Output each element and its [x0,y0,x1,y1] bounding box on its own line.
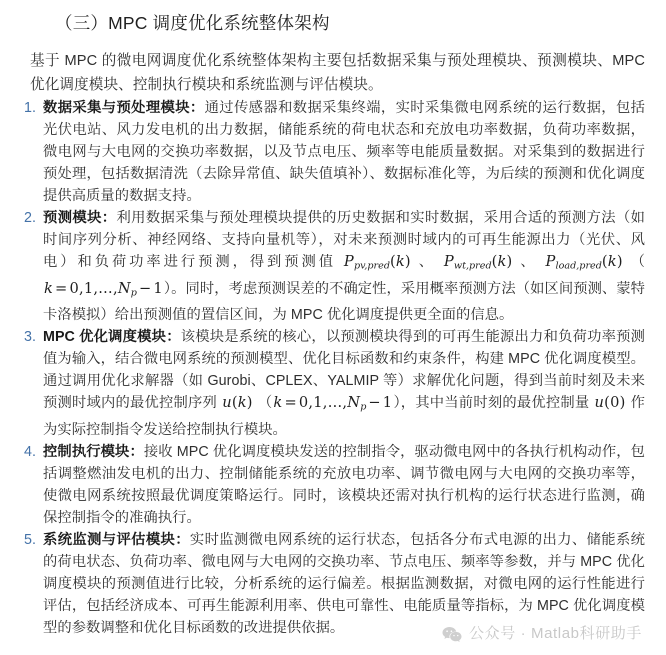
list-item-title: 数据采集与预处理模块： [43,100,205,116]
list-item [0,207,666,326]
list-item-body [43,326,645,441]
list-item-body [43,529,645,639]
list-item-text-a: 利用数据采集与预处理模块提供的历史数据和实时数据，采用合适的预测方法（如时间序列分析、神经网络、支持向量机等），对未来预测时域内的可再生能源出力（光伏、风电）和负荷功率进行预测，得到预测值 [43,210,646,270]
list-item-text-a: 该模块是系统的核心，以预测模块得到的可再生能源出力和负荷功率预测值为输入，结合微电网系统的预测模型、优化目标函数和约束条件，构建 MPC 优化调度模型。通过调用优化求解器（如 Gurobi、CPLEX、YALMIP 等）求解优化问题，得到当前时刻及未来预测时域内的最优控制序列 [43,329,645,412]
list-item [0,529,666,639]
list-item-body [43,441,645,529]
formula-load-pred: $P_{load,pred}(k)$ [545,253,623,272]
watermark-text: 公众号 · Matlab科研助手 [469,625,642,642]
list-item-title: 预测模块： [43,210,117,226]
list-item-body [43,97,645,207]
formula-control-current: u(0) [594,394,626,412]
list-item-text-b: （ [253,395,273,412]
list-item [0,326,666,441]
list-item-title: MPC 优化调度模块： [43,329,181,346]
intro-paragraph: 基于 MPC 的微电网调度优化系统整体架构主要包括数据采集与预处理模块、预测模块、MPC 优化调度模块、控制执行模块和系统监测与评估模块。 [30,53,645,93]
list-item-text-c: ），其中当前时刻的最优控制量 [393,395,594,412]
list-item-text-c: 、 [513,254,545,270]
list-item-title: 控制执行模块： [43,444,144,461]
formula-pv-pred: $P_{pv,pred}(k)$ [343,253,411,272]
formula-wt-pred: $P_{wt,pred}(k)$ [443,253,513,272]
wechat-icon [442,626,462,643]
list-item-text-d: 作为实际控制指令发送给控制执行模块。 [43,395,645,439]
list-item-marker: 4. [24,444,37,461]
formula-horizon-range: $k = 0,1,\dots,N_p - 1$ [273,394,393,414]
list-item-text: 通过传感器和数据采集终端，实时采集微电网系统的运行数据，包括光伏电站、风力发电机的出力数据，储能系统的荷电状态和充放电功率数据，负荷功率数据，微电网与大电网的交换功率数据，以及节点电压、频率等电能质量数据。对采集到的数据进行预处理，包括数据清洗（去除异常值、缺失值填补）、数据标准化等，为后续的预测和优化调度提供高质量的数据支持。 [43,100,645,204]
list-item [0,441,666,529]
list-item-marker: 5. [24,532,37,549]
list-item-marker: 2. [24,210,37,226]
list-item-text-b: 、 [411,254,443,270]
list-item-title: 系统监测与评估模块： [43,532,190,549]
watermark [442,624,642,644]
list-item-body [43,207,645,326]
section-heading: （三）MPC 调度优化系统整体架构 [55,13,330,33]
list-item-marker: 1. [24,100,37,116]
list-item [0,97,666,207]
list-item-text: 接收 MPC 优化调度模块发送的控制指令，驱动微电网中的各执行机构动作，包括调整燃油发电机的出力、控制储能系统的充放电功率、调节微电网与大电网的交换功率等，使微电网系统按照最优调度策略运行。同时，该模块还需对执行机构的运行状态进行监测，确保控制指令的准确执行。 [43,444,645,527]
formula-control-sequence: u(k) [222,394,253,412]
list-item-text-e: ）。同时，考虑预测误差的不确定性，采用概率预测方法（如区间预测、蒙特卡洛模拟）给出预测值的置信区间，为 MPC 优化调度提供更全面的信息。 [43,280,645,324]
list-item-text: 实时监测微电网系统的运行状态，包括各分布式电源的出力、储能系统的荷电状态、负荷功率、微电网与大电网的交换功率、节点电压、频率等参数，并与 MPC 优化调度模块的预测值进行比较，分析系统的运行偏差。根据监测数据，对微电网的运行性能进行评估，包括经济成本、可再生能源利用率、供电可靠性、电能质量等指标，为 MPC 优化调度模型的参数调整和优化目标函数的改进提供依据。 [43,532,646,637]
formula-horizon-range: $k = 0,1,\dots,N_p - 1$ [44,279,163,299]
list-item-text-d: （ [623,254,645,270]
list-item-marker: 3. [24,329,37,346]
module-list [0,97,666,639]
